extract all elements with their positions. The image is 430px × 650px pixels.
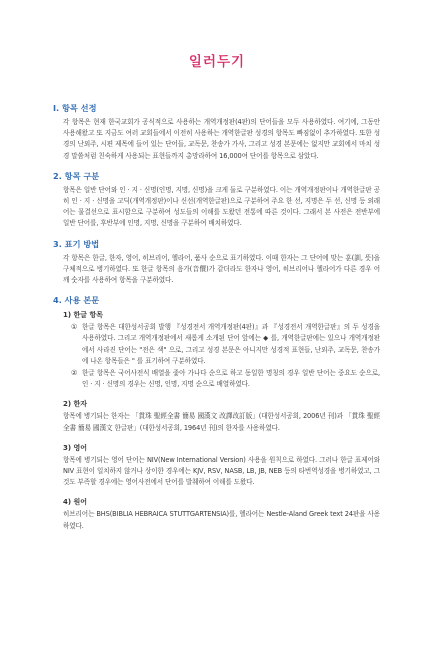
subsection-heading: 4) 원어	[63, 498, 88, 507]
item-text: 한글 항목은 대한성서공회 발행 『성경전서 개역개정판(4판)』과 『성경전서 개역한글판』의 두 성경을 사용하였다. 그리고 개역개정판에서 새롭게 소개된 단어 앞에는 ◆ 를, 개역한글판에는 있으나 개역개정판에서 사라진 단어는 "전은 색" 으로, 그리고 성경 본문은 아니지만 성경적 표현들, 난외주, 교독문, 찬송가에 나온 항목들은 " 를 표기하여 구분하였다.	[82, 323, 380, 365]
item-number: ②	[71, 369, 78, 378]
subsection-hanja	[54, 398, 380, 433]
section-source-texts	[54, 295, 380, 532]
subsection-heading: 1) 한글 항목	[63, 311, 103, 320]
subsection-english	[54, 442, 380, 489]
numbered-item	[54, 368, 380, 390]
subsection-heading: 3) 영어	[63, 443, 88, 452]
section-heading: I. 항목 선정	[53, 103, 97, 113]
item-number: ①	[71, 323, 78, 332]
section-item-division	[54, 171, 380, 230]
section-notation	[54, 239, 380, 287]
subsection-heading: 2) 한자	[63, 400, 88, 409]
subsection-korean-items	[54, 309, 380, 390]
section-heading: 4. 사용 본문	[53, 295, 100, 306]
section-text: 각 항목은 현재 한국교회가 공식적으로 사용하는 개역개정판(4판)의 단어들을 모두 사용하였다. 여기에, 그동안 사용해왔고 또 지금도 여러 교회들에서 이전히 사용하는 개역한글판 성경의 항목도 빠짐없이 추가하였다. 또한 성경의 난외주, 시편 제목에 들어 있는 단어들, 교독문, 찬송가 가사, 그리고 성경 본문에는 없지만 교회에서 마치 성경 말씀처럼 친숙하게 사용되는 표현들까지 총망라하여 16,000여 단어를 항목으로 삼았다.	[63, 118, 380, 160]
subsection-text: 항목에 병기되는 영어 단어는 NIV(New International Version) 사용을 원칙으로 하였다. 그러나 한글 표제어와 NIV 표현이 일치하지 않거나 상이한 경우에는 KJV, RSV, NASB, LB, JB, NEB 등의 타번역성경을 병기하였고, 그것도 부족할 경우에는 영어사전에서 단어를 발췌하여 이해를 도왔다.	[63, 455, 380, 487]
subsection-text: 히브리어는 BHS(BIBLIA HEBRAICA STUTTGARTENSIA)를, 헬라어는 Nestle-Aland Greek text 24판을 사용하였다.	[63, 510, 380, 530]
numbered-item	[54, 322, 380, 367]
section-heading: 2. 항목 구분	[53, 170, 100, 181]
item-text: 한글 항목은 국어사전식 배열을 좇아 가나다 순으로 하고 동일한 명칭의 경우 일반 단어는 중요도 순으로, 인 · 지 · 신명의 경우는 신명, 인명, 지명 순으로 배열하였다.	[82, 369, 380, 389]
section-item-selection	[54, 103, 380, 162]
page-title: 일러두기	[188, 54, 246, 70]
section-text: 각 항목은 한글, 한자, 영어, 히브리어, 헬라어, 품사 순으로 표기하였다. 이때 한자는 그 단어에 맞는 훈(訓, 뜻)을 구체적으로 병기하였다. 또 한글 항목의 음가(音價)가 같더라도 한자나 영어, 히브리어나 헬라어가 다른 경우 어깨 숫자를 사용하여 항목을 구분하였다.	[63, 253, 380, 285]
section-heading: 3. 표기 방법	[53, 238, 100, 249]
subsection-text: 항목에 병기되는 한자는 「貫珠 聖經全書 簡易 國漢文 改譯改訂版」(대한성서공회, 2006년 刊)과 「貫珠 聖經全書 簡易 國漢文 한글판」(대한성서공회, 1964년 刊)의 한자를 사용하였다.	[63, 412, 380, 432]
subsection-original-language	[54, 496, 380, 531]
section-text: 항목은 일반 단어와 인 · 지 · 신명(인명, 지명, 신명)을 크게 둘로 구분하였다. 이는 개역개정판이나 개역한글판 공히 인 · 지 · 신명을 고딕(개역개정판)이나 신선(개역한글판)으로 구분하여 주요 한 선, 지명은 두 선, 신명 등 외래어는 물결선으로 표시함으로 구분하여 성도들의 이해를 도왔던 전통에 따른 것이다. 그래서 본 사전은 전반부에 일반 단어를, 후반부에 인명, 지명, 신명을 구분하여 배치하였다.	[63, 185, 380, 228]
